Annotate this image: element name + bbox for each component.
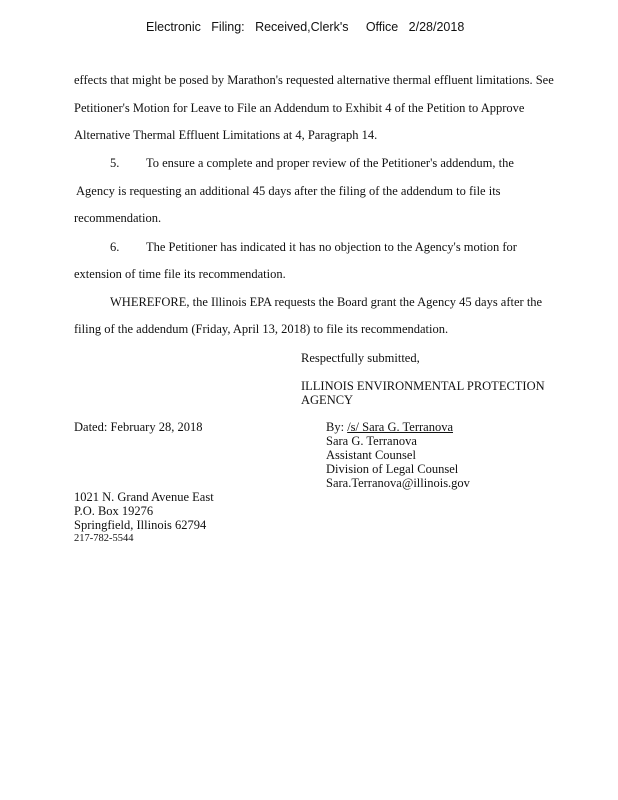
signer-name: Sara G. Terranova: [326, 434, 417, 448]
dated-line: Dated: February 28, 2018: [74, 420, 203, 434]
agency-name-block: [301, 379, 545, 407]
signature-text: /s/ Sara G. Terranova: [347, 420, 453, 434]
wherefore-line-2: filing of the addendum (Friday, April 13, 2018) to file its recommendation.: [74, 322, 449, 336]
agency-name-line-1: ILLINOIS ENVIRONMENTAL PROTECTION: [301, 379, 545, 393]
address-po-box: P.O. Box 19276: [74, 504, 154, 518]
item-5-line-1: To ensure a complete and proper review of the Petitioner's addendum, the: [146, 156, 514, 170]
address-block: [74, 490, 214, 546]
signature-by-line: [326, 420, 470, 434]
signer-title: Assistant Counsel: [326, 448, 416, 462]
address-street: 1021 N. Grand Avenue East: [74, 490, 214, 504]
item-6-line-2: extension of time file its recommendation.: [74, 267, 286, 281]
signer-division: Division of Legal Counsel: [326, 462, 459, 476]
item-5-number: 5.: [110, 156, 120, 170]
wherefore-line-1: WHEREFORE, the Illinois EPA requests the Board grant the Agency 45 days after the: [110, 295, 543, 309]
body-line-3: Alternative Thermal Effluent Limitations at 4, Paragraph 14.: [74, 128, 378, 142]
item-6-number: 6.: [110, 240, 120, 254]
address-phone: 217-782-5544: [74, 533, 134, 544]
address-city: Springfield, Illinois 62794: [74, 518, 207, 532]
agency-name-line-2: AGENCY: [301, 393, 354, 407]
closing-text: Respectfully submitted,: [301, 351, 420, 365]
item-6-line-1: The Petitioner has indicated it has no objection to the Agency's motion for: [146, 240, 517, 254]
signer-email: Sara.Terranova@illinois.gov: [326, 476, 470, 490]
signature-block: [326, 420, 470, 490]
item-5-line-2: Agency is requesting an additional 45 days after the filing of the addendum to file its: [76, 184, 501, 198]
item-5-line-3: recommendation.: [74, 211, 162, 225]
by-label: By:: [326, 420, 345, 434]
electronic-filing-header: Electronic Filing: Received,Clerk's Office 2/28/2018: [146, 20, 465, 34]
body-line-1: effects that might be posed by Marathon's requested alternative thermal effluent limitations. See: [74, 73, 554, 87]
body-line-2: Petitioner's Motion for Leave to File an Addendum to Exhibit 4 of the Petition to Approve: [74, 101, 525, 115]
